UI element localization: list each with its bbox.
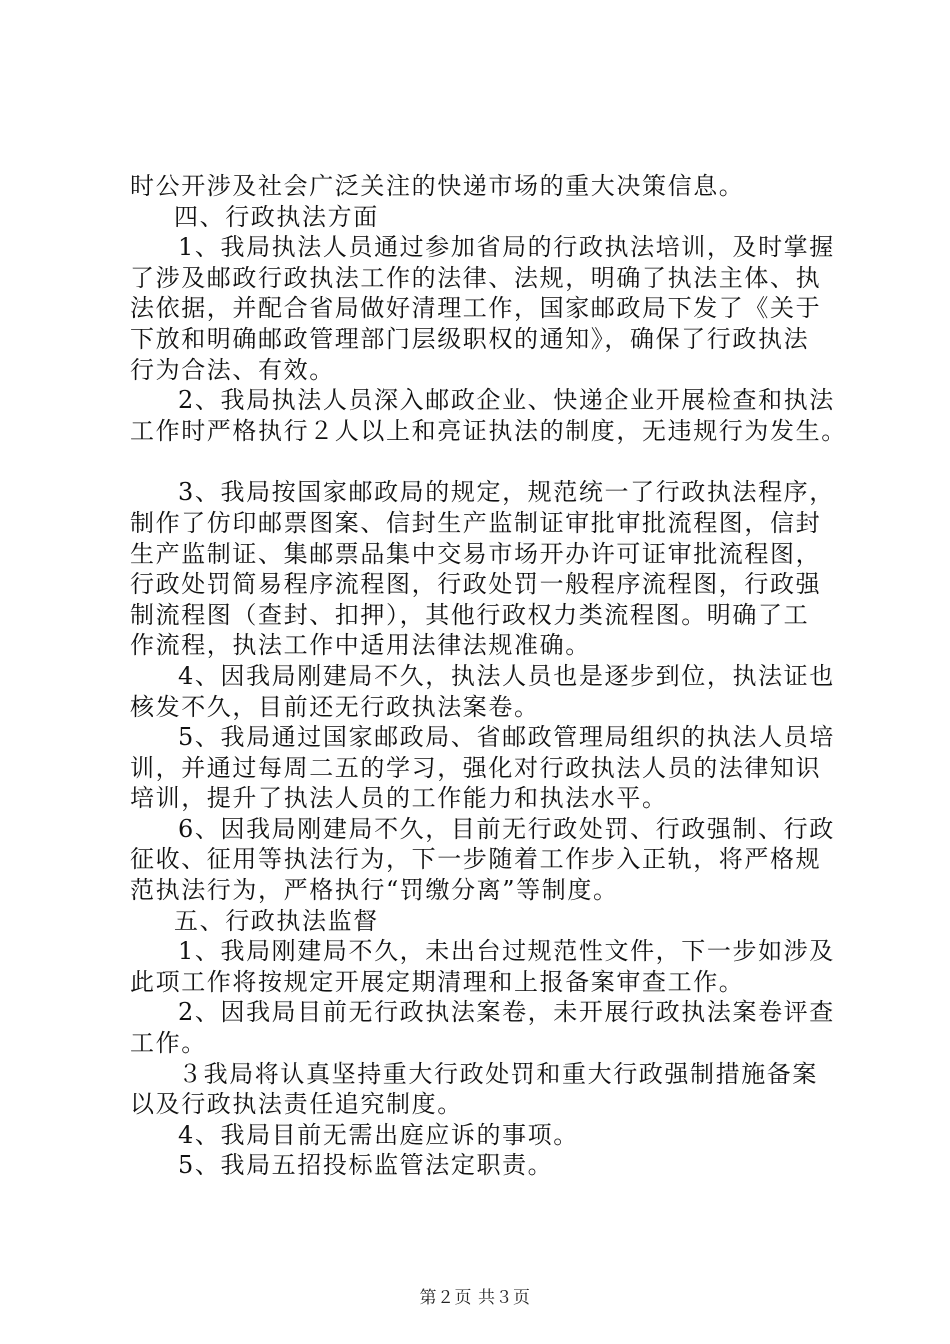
text-line: 征收、征用等执法行为，下一步随着工作步入正轨，将严格规 bbox=[130, 845, 822, 874]
text-line: 范执法行为，严格执行“罚缴分离”等制度。 bbox=[130, 876, 619, 905]
text-line: 行政处罚简易程序流程图，行政处罚一般程序流程图，行政强 bbox=[130, 570, 822, 599]
paragraph-start: 2、我局执法人员深入邮政企业、快递企业开展检查和执法 bbox=[178, 386, 835, 415]
text-line: 时公开涉及社会广泛关注的快递市场的重大决策信息。 bbox=[130, 172, 745, 200]
paragraph-start: 2、因我局目前无行政执法案卷，未开展行政执法案卷评查 bbox=[178, 998, 835, 1027]
text-line: 下放和明确邮政管理部门层级职权的通知》，确保了行政执法 bbox=[130, 324, 810, 353]
text-line: 以及行政执法责任追究制度。 bbox=[130, 1090, 463, 1119]
text-line: 制作了仿印邮票图案、信封生产监制证审批审批流程图，信封 bbox=[130, 508, 822, 537]
text-line: 行为合法、有效。 bbox=[130, 355, 335, 384]
text-line: 制流程图（查封、扣押），其他行政权力类流程图。明确了工 bbox=[130, 600, 810, 629]
text-line: 培训，提升了执法人员的工作能力和执法水平。 bbox=[130, 784, 668, 813]
page-footer: 第２页 共３页 bbox=[419, 1288, 531, 1308]
text-line: 此项工作将按规定开展定期清理和上报备案审查工作。 bbox=[130, 967, 745, 996]
paragraph-start: 4、因我局刚建局不久，执法人员也是逐步到位，执法证也 bbox=[178, 661, 835, 690]
text-line: 工作时严格执行２人以上和亮证执法的制度，无违规行为发生。 bbox=[130, 416, 847, 445]
blank-line bbox=[130, 446, 850, 477]
text-line: 核发不久，目前还无行政执法案卷。 bbox=[130, 692, 540, 721]
paragraph-start: 6、因我局刚建局不久，目前无行政处罚、行政强制、行政 bbox=[178, 814, 835, 843]
document-body bbox=[130, 171, 850, 1181]
paragraph-start: 5、我局五招投标监管法定职责。 bbox=[178, 1151, 554, 1180]
paragraph-start: 1、我局执法人员通过参加省局的行政执法培训，及时掌握 bbox=[178, 233, 835, 262]
paragraph-start: 1、我局刚建局不久，未出台过规范性文件，下一步如涉及 bbox=[178, 937, 835, 966]
section-heading: 四、行政执法方面 bbox=[174, 202, 379, 231]
paragraph-start: 4、我局目前无需出庭应诉的事项。 bbox=[178, 1120, 579, 1149]
text-line: 了涉及邮政行政执法工作的法律、法规，明确了执法主体、执 bbox=[130, 263, 822, 292]
paragraph-start: 5、我局通过国家邮政局、省邮政管理局组织的执法人员培 bbox=[178, 723, 835, 752]
text-line: 训，并通过每周二五的学习，强化对行政执法人员的法律知识 bbox=[130, 753, 822, 782]
text-line: 生产监制证、集邮票品集中交易市场开办许可证审批流程图， bbox=[130, 539, 822, 568]
paragraph-start: 3、我局按国家邮政局的规定，规范统一了行政执法程序， bbox=[178, 478, 835, 507]
paragraph-start: ３我局将认真坚持重大行政处罚和重大行政强制措施备案 bbox=[178, 1059, 818, 1088]
section-heading: 五、行政执法监督 bbox=[174, 906, 379, 935]
text-line: 工作。 bbox=[130, 1029, 207, 1058]
text-line: 法依据，并配合省局做好清理工作，国家邮政局下发了《关于 bbox=[130, 294, 822, 323]
text-line: 作流程，执法工作中适用法律法规准确。 bbox=[130, 631, 591, 660]
